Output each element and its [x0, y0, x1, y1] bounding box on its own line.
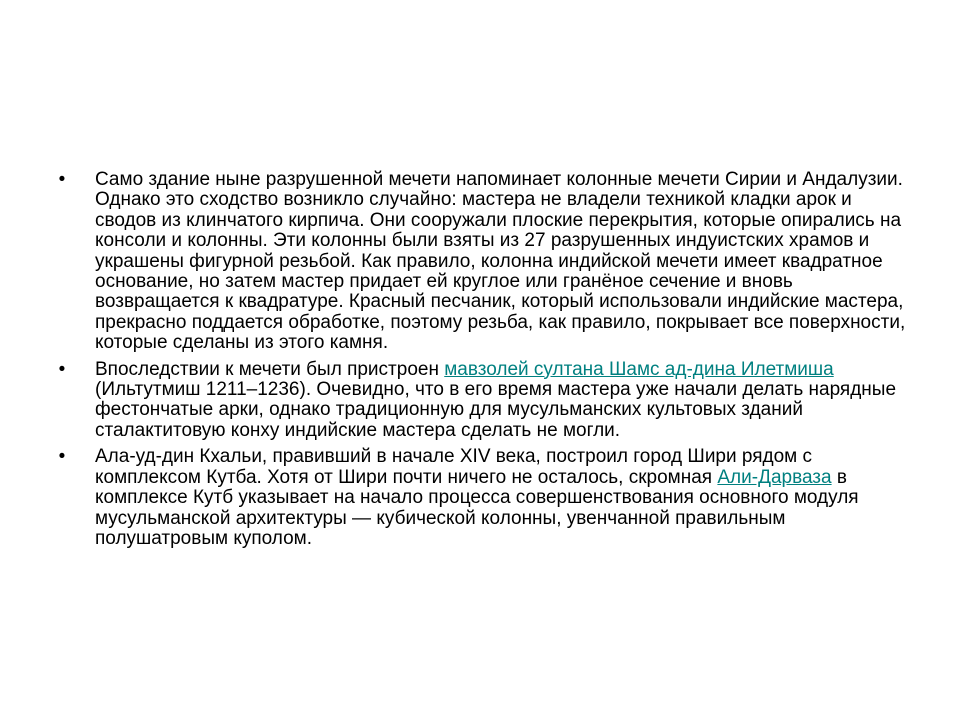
- paragraph-text: Само здание ныне разрушенной мечети напоминает колонные мечети Сирии и Андалузии. Однако это сходство возникло случайно: мастера не владели техникой кладки арок и сводов из клинчатого кирпича. Они сооружали плоские перекрытия, которые опирались на консоли и колонны. Эти колонны были взяты из 27 разрушенных индуистских храмов и украшены фигурной резьбой. Как правило, колонна индийской мечети имеет квадратное основание, но затем мастер придает ей круглое или гранёное сечение и вновь возвращается к квадратуре. Красный песчаник, который использовали индийские мастера, прекрасно поддается обработке, поэтому резьба, как правило, покрывает все поверхности, которые сделаны из этого камня.: [95, 169, 906, 354]
- paragraph-text-end: в комплексе Кутб указывает на начало процесса совершенствования основного модуля мусульманской архитектуры — кубической колонны, увенчанной правильным полушатровым куполом.: [95, 466, 859, 549]
- link-alai-darwaza[interactable]: Али-Дарваза: [717, 466, 832, 488]
- bullet-icon: •: [58, 169, 66, 190]
- bullet-list: [56, 170, 906, 549]
- paragraph-text-end: (Ильтутмиш 1211–1236). Очевидно, что в его время мастера уже начали делать нарядные фестончатые арки, однако традиционную для мусульманских культовых зданий сталактитовую конху индийские мастера сделать не могли.: [95, 379, 897, 441]
- bullet-item-mausoleum: [56, 360, 906, 442]
- bullet-item-mosque: [56, 170, 906, 354]
- bullet-icon: •: [58, 358, 66, 380]
- paragraph-text-start: Впоследствии к мечети был пристроен: [95, 358, 445, 380]
- slide-content: [56, 170, 906, 555]
- paragraph-text-start: Ала-уд-дин Кхальи, правивший в начале XIV века, построил город Шири рядом с комплексом Кутба. Хотя от Шири почти ничего не осталось, скромная: [95, 446, 813, 488]
- bullet-icon: •: [58, 446, 66, 468]
- link-mausoleum-iltutmish[interactable]: мавзолей султана Шамс ад-дина Илетмиша: [444, 358, 834, 380]
- bullet-item-alai-darwaza: [56, 447, 906, 549]
